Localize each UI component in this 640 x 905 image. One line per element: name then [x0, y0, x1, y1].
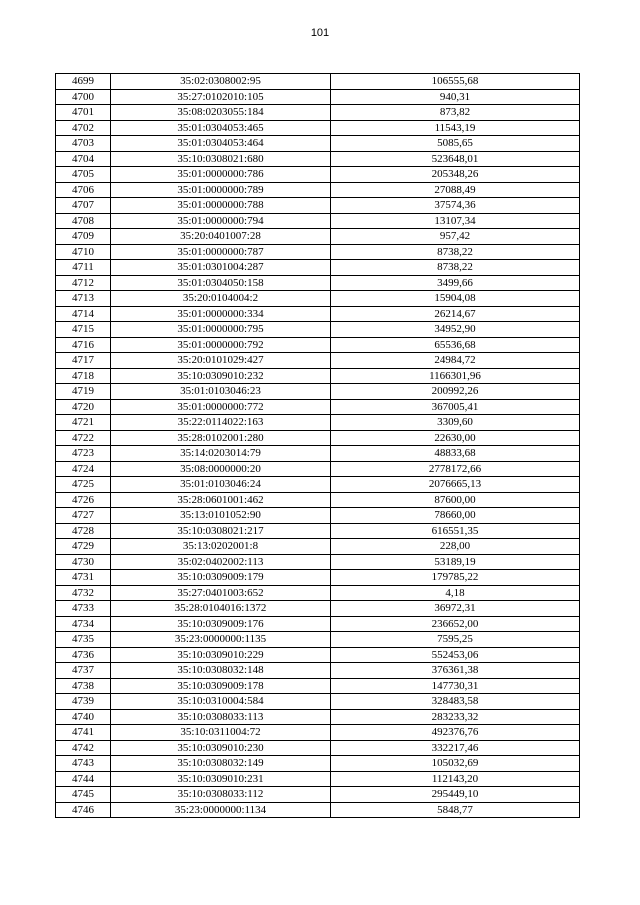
row-number-cell: 4726 — [56, 492, 111, 508]
row-number-cell: 4709 — [56, 229, 111, 245]
table-row — [56, 632, 580, 648]
value-cell: 4,18 — [331, 585, 580, 601]
cadastral-number-cell: 35:10:0308033:113 — [111, 709, 331, 725]
cadastral-number-cell: 35:10:0308032:149 — [111, 756, 331, 772]
value-cell: 34952,90 — [331, 322, 580, 338]
table-row — [56, 105, 580, 121]
row-number-cell: 4743 — [56, 756, 111, 772]
value-cell: 367005,41 — [331, 399, 580, 415]
row-number-cell: 4734 — [56, 616, 111, 632]
value-cell: 36972,31 — [331, 601, 580, 617]
value-cell: 940,31 — [331, 89, 580, 105]
table-row — [56, 260, 580, 276]
value-cell: 3309,60 — [331, 415, 580, 431]
value-cell: 552453,06 — [331, 647, 580, 663]
cadastral-number-cell: 35:01:0000000:794 — [111, 213, 331, 229]
value-cell: 26214,67 — [331, 306, 580, 322]
table-row — [56, 415, 580, 431]
row-number-cell: 4739 — [56, 694, 111, 710]
cadastral-number-cell: 35:08:0000000:20 — [111, 461, 331, 477]
table-row — [56, 213, 580, 229]
row-number-cell: 4723 — [56, 446, 111, 462]
row-number-cell: 4742 — [56, 740, 111, 756]
table-row — [56, 229, 580, 245]
cadastral-number-cell: 35:10:0309010:231 — [111, 771, 331, 787]
cadastral-number-cell: 35:08:0203055:184 — [111, 105, 331, 121]
cadastral-number-cell: 35:01:0103046:23 — [111, 384, 331, 400]
table-row — [56, 291, 580, 307]
table-row — [56, 725, 580, 741]
cadastral-number-cell: 35:10:0308033:112 — [111, 787, 331, 803]
row-number-cell: 4741 — [56, 725, 111, 741]
value-cell: 873,82 — [331, 105, 580, 121]
table-row — [56, 368, 580, 384]
row-number-cell: 4714 — [56, 306, 111, 322]
cadastral-number-cell: 35:28:0104016:1372 — [111, 601, 331, 617]
table-row — [56, 244, 580, 260]
value-cell: 236652,00 — [331, 616, 580, 632]
cadastral-number-cell: 35:13:0101052:90 — [111, 508, 331, 524]
table-row — [56, 601, 580, 617]
cadastral-number-cell: 35:28:0601001:462 — [111, 492, 331, 508]
value-cell: 205348,26 — [331, 167, 580, 183]
row-number-cell: 4706 — [56, 182, 111, 198]
value-cell: 2778172,66 — [331, 461, 580, 477]
row-number-cell: 4746 — [56, 802, 111, 818]
cadastral-number-cell: 35:27:0102010:105 — [111, 89, 331, 105]
row-number-cell: 4718 — [56, 368, 111, 384]
cadastral-number-cell: 35:10:0309009:178 — [111, 678, 331, 694]
table-row — [56, 120, 580, 136]
cadastral-number-cell: 35:01:0103046:24 — [111, 477, 331, 493]
table-row — [56, 322, 580, 338]
value-cell: 376361,38 — [331, 663, 580, 679]
table-row — [56, 694, 580, 710]
table-row — [56, 477, 580, 493]
cadastral-number-cell: 35:10:0309010:232 — [111, 368, 331, 384]
table-row — [56, 151, 580, 167]
row-number-cell: 4722 — [56, 430, 111, 446]
cadastral-number-cell: 35:01:0000000:786 — [111, 167, 331, 183]
cadastral-number-cell: 35:28:0102001:280 — [111, 430, 331, 446]
table-row — [56, 787, 580, 803]
row-number-cell: 4704 — [56, 151, 111, 167]
table-row — [56, 430, 580, 446]
table-row — [56, 275, 580, 291]
value-cell: 13107,34 — [331, 213, 580, 229]
table-row — [56, 182, 580, 198]
value-cell: 2076665,13 — [331, 477, 580, 493]
cadastral-number-cell: 35:23:0000000:1135 — [111, 632, 331, 648]
cadastral-number-cell: 35:02:0402002:113 — [111, 554, 331, 570]
value-cell: 332217,46 — [331, 740, 580, 756]
cadastral-number-cell: 35:10:0308021:680 — [111, 151, 331, 167]
cadastral-number-cell: 35:23:0000000:1134 — [111, 802, 331, 818]
row-number-cell: 4740 — [56, 709, 111, 725]
cadastral-number-cell: 35:01:0000000:788 — [111, 198, 331, 214]
table-row — [56, 554, 580, 570]
row-number-cell: 4729 — [56, 539, 111, 555]
cadastral-number-cell: 35:01:0000000:792 — [111, 337, 331, 353]
row-number-cell: 4721 — [56, 415, 111, 431]
value-cell: 53189,19 — [331, 554, 580, 570]
value-cell: 957,42 — [331, 229, 580, 245]
row-number-cell: 4700 — [56, 89, 111, 105]
cadastral-number-cell: 35:14:0203014:79 — [111, 446, 331, 462]
cadastral-number-cell: 35:10:0309009:179 — [111, 570, 331, 586]
value-cell: 65536,68 — [331, 337, 580, 353]
row-number-cell: 4719 — [56, 384, 111, 400]
table-row — [56, 198, 580, 214]
value-cell: 8738,22 — [331, 260, 580, 276]
table-row — [56, 337, 580, 353]
row-number-cell: 4744 — [56, 771, 111, 787]
table-row — [56, 136, 580, 152]
value-cell: 37574,36 — [331, 198, 580, 214]
value-cell: 228,00 — [331, 539, 580, 555]
data-table — [55, 73, 580, 818]
row-number-cell: 4720 — [56, 399, 111, 415]
cadastral-number-cell: 35:01:0000000:787 — [111, 244, 331, 260]
value-cell: 1166301,96 — [331, 368, 580, 384]
cadastral-number-cell: 35:10:0308032:148 — [111, 663, 331, 679]
table-row — [56, 802, 580, 818]
row-number-cell: 4717 — [56, 353, 111, 369]
value-cell: 24984,72 — [331, 353, 580, 369]
row-number-cell: 4708 — [56, 213, 111, 229]
value-cell: 5848,77 — [331, 802, 580, 818]
cadastral-number-cell: 35:01:0000000:789 — [111, 182, 331, 198]
value-cell: 22630,00 — [331, 430, 580, 446]
row-number-cell: 4716 — [56, 337, 111, 353]
table-row — [56, 74, 580, 90]
row-number-cell: 4730 — [56, 554, 111, 570]
table-row — [56, 523, 580, 539]
value-cell: 523648,01 — [331, 151, 580, 167]
row-number-cell: 4732 — [56, 585, 111, 601]
table-row — [56, 167, 580, 183]
value-cell: 78660,00 — [331, 508, 580, 524]
cadastral-number-cell: 35:10:0310004:584 — [111, 694, 331, 710]
value-cell: 105032,69 — [331, 756, 580, 772]
row-number-cell: 4701 — [56, 105, 111, 121]
value-cell: 48833,68 — [331, 446, 580, 462]
table-body — [56, 74, 580, 818]
cadastral-number-cell: 35:01:0000000:334 — [111, 306, 331, 322]
row-number-cell: 4705 — [56, 167, 111, 183]
row-number-cell: 4699 — [56, 74, 111, 90]
table-row — [56, 446, 580, 462]
value-cell: 616551,35 — [331, 523, 580, 539]
row-number-cell: 4715 — [56, 322, 111, 338]
page-number: 101 — [310, 27, 330, 39]
table-row — [56, 399, 580, 415]
table-row — [56, 616, 580, 632]
value-cell: 328483,58 — [331, 694, 580, 710]
value-cell: 112143,20 — [331, 771, 580, 787]
value-cell: 492376,76 — [331, 725, 580, 741]
row-number-cell: 4725 — [56, 477, 111, 493]
row-number-cell: 4710 — [56, 244, 111, 260]
value-cell: 27088,49 — [331, 182, 580, 198]
table-row — [56, 306, 580, 322]
value-cell: 3499,66 — [331, 275, 580, 291]
row-number-cell: 4707 — [56, 198, 111, 214]
row-number-cell: 4745 — [56, 787, 111, 803]
table-row — [56, 570, 580, 586]
row-number-cell: 4736 — [56, 647, 111, 663]
cadastral-number-cell: 35:02:0308002:95 — [111, 74, 331, 90]
cadastral-number-cell: 35:01:0000000:772 — [111, 399, 331, 415]
cadastral-number-cell: 35:01:0301004:287 — [111, 260, 331, 276]
value-cell: 15904,08 — [331, 291, 580, 307]
cadastral-number-cell: 35:01:0304053:465 — [111, 120, 331, 136]
value-cell: 8738,22 — [331, 244, 580, 260]
row-number-cell: 4735 — [56, 632, 111, 648]
value-cell: 5085,65 — [331, 136, 580, 152]
table-row — [56, 508, 580, 524]
table-row — [56, 756, 580, 772]
value-cell: 87600,00 — [331, 492, 580, 508]
table-row — [56, 353, 580, 369]
value-cell: 11543,19 — [331, 120, 580, 136]
value-cell: 295449,10 — [331, 787, 580, 803]
row-number-cell: 4737 — [56, 663, 111, 679]
value-cell: 179785,22 — [331, 570, 580, 586]
row-number-cell: 4731 — [56, 570, 111, 586]
row-number-cell: 4733 — [56, 601, 111, 617]
row-number-cell: 4728 — [56, 523, 111, 539]
table-row — [56, 492, 580, 508]
row-number-cell: 4711 — [56, 260, 111, 276]
value-cell: 7595,25 — [331, 632, 580, 648]
table-row — [56, 678, 580, 694]
cadastral-number-cell: 35:10:0309010:229 — [111, 647, 331, 663]
cadastral-number-cell: 35:13:0202001:8 — [111, 539, 331, 555]
table-row — [56, 663, 580, 679]
cadastral-number-cell: 35:01:0304053:464 — [111, 136, 331, 152]
table-row — [56, 539, 580, 555]
value-cell: 283233,32 — [331, 709, 580, 725]
row-number-cell: 4702 — [56, 120, 111, 136]
value-cell: 106555,68 — [331, 74, 580, 90]
cadastral-number-cell: 35:20:0101029:427 — [111, 353, 331, 369]
row-number-cell: 4703 — [56, 136, 111, 152]
row-number-cell: 4738 — [56, 678, 111, 694]
row-number-cell: 4724 — [56, 461, 111, 477]
value-cell: 147730,31 — [331, 678, 580, 694]
table-row — [56, 647, 580, 663]
cadastral-number-cell: 35:10:0311004:72 — [111, 725, 331, 741]
cadastral-number-cell: 35:01:0000000:795 — [111, 322, 331, 338]
cadastral-number-cell: 35:10:0309009:176 — [111, 616, 331, 632]
cadastral-number-cell: 35:10:0308021:217 — [111, 523, 331, 539]
table-row — [56, 461, 580, 477]
cadastral-number-cell: 35:01:0304050:158 — [111, 275, 331, 291]
cadastral-number-cell: 35:20:0104004:2 — [111, 291, 331, 307]
cadastral-number-cell: 35:10:0309010:230 — [111, 740, 331, 756]
table-row — [56, 709, 580, 725]
value-cell: 200992,26 — [331, 384, 580, 400]
row-number-cell: 4727 — [56, 508, 111, 524]
cadastral-number-cell: 35:27:0401003:652 — [111, 585, 331, 601]
cadastral-number-cell: 35:22:0114022:163 — [111, 415, 331, 431]
row-number-cell: 4712 — [56, 275, 111, 291]
table-row — [56, 771, 580, 787]
cadastral-number-cell: 35:20:0401007:28 — [111, 229, 331, 245]
table-row — [56, 89, 580, 105]
table-row — [56, 740, 580, 756]
row-number-cell: 4713 — [56, 291, 111, 307]
table-row — [56, 384, 580, 400]
table-row — [56, 585, 580, 601]
